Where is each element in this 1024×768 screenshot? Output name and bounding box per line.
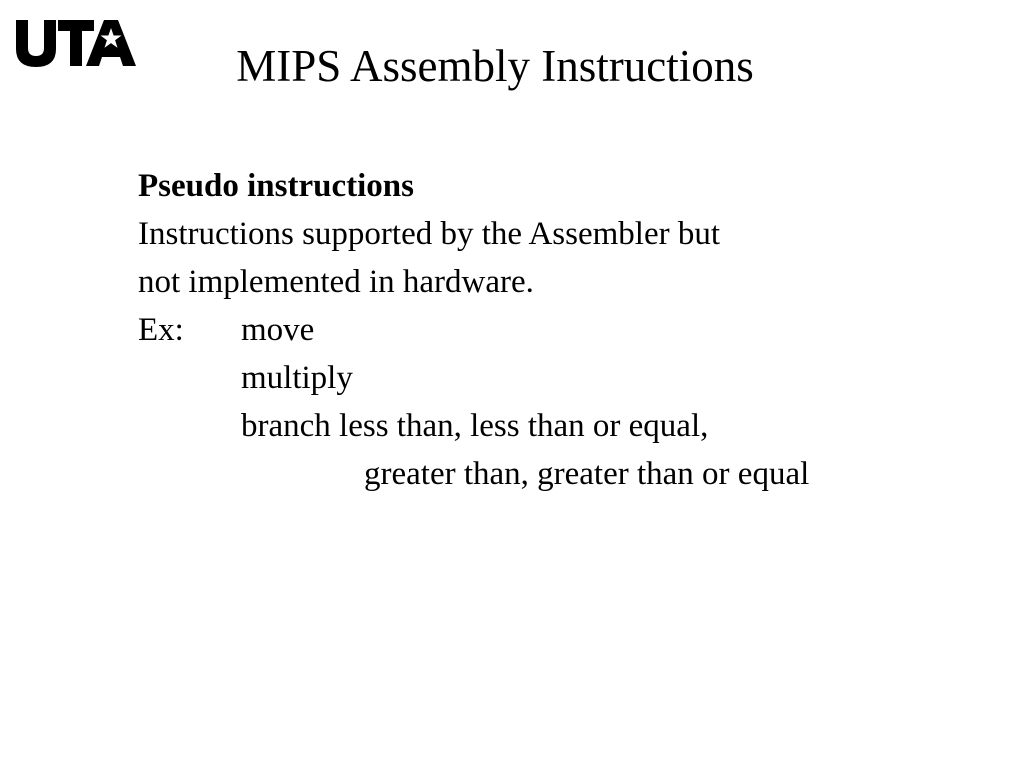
example-item-continuation: greater than, greater than or equal	[364, 456, 810, 492]
section-heading: Pseudo instructions	[138, 168, 414, 204]
slide-body	[138, 162, 998, 498]
example-label: Ex:	[138, 312, 184, 348]
example-item: branch less than, less than or equal,	[241, 408, 709, 444]
description-line-2: not implemented in hardware.	[138, 264, 534, 300]
example-item: move	[241, 312, 315, 348]
slide-title: MIPS Assembly Instructions	[236, 41, 754, 91]
description-line-1: Instructions supported by the Assembler but	[138, 216, 721, 252]
example-item: multiply	[241, 360, 353, 396]
example-row-1	[138, 306, 998, 354]
